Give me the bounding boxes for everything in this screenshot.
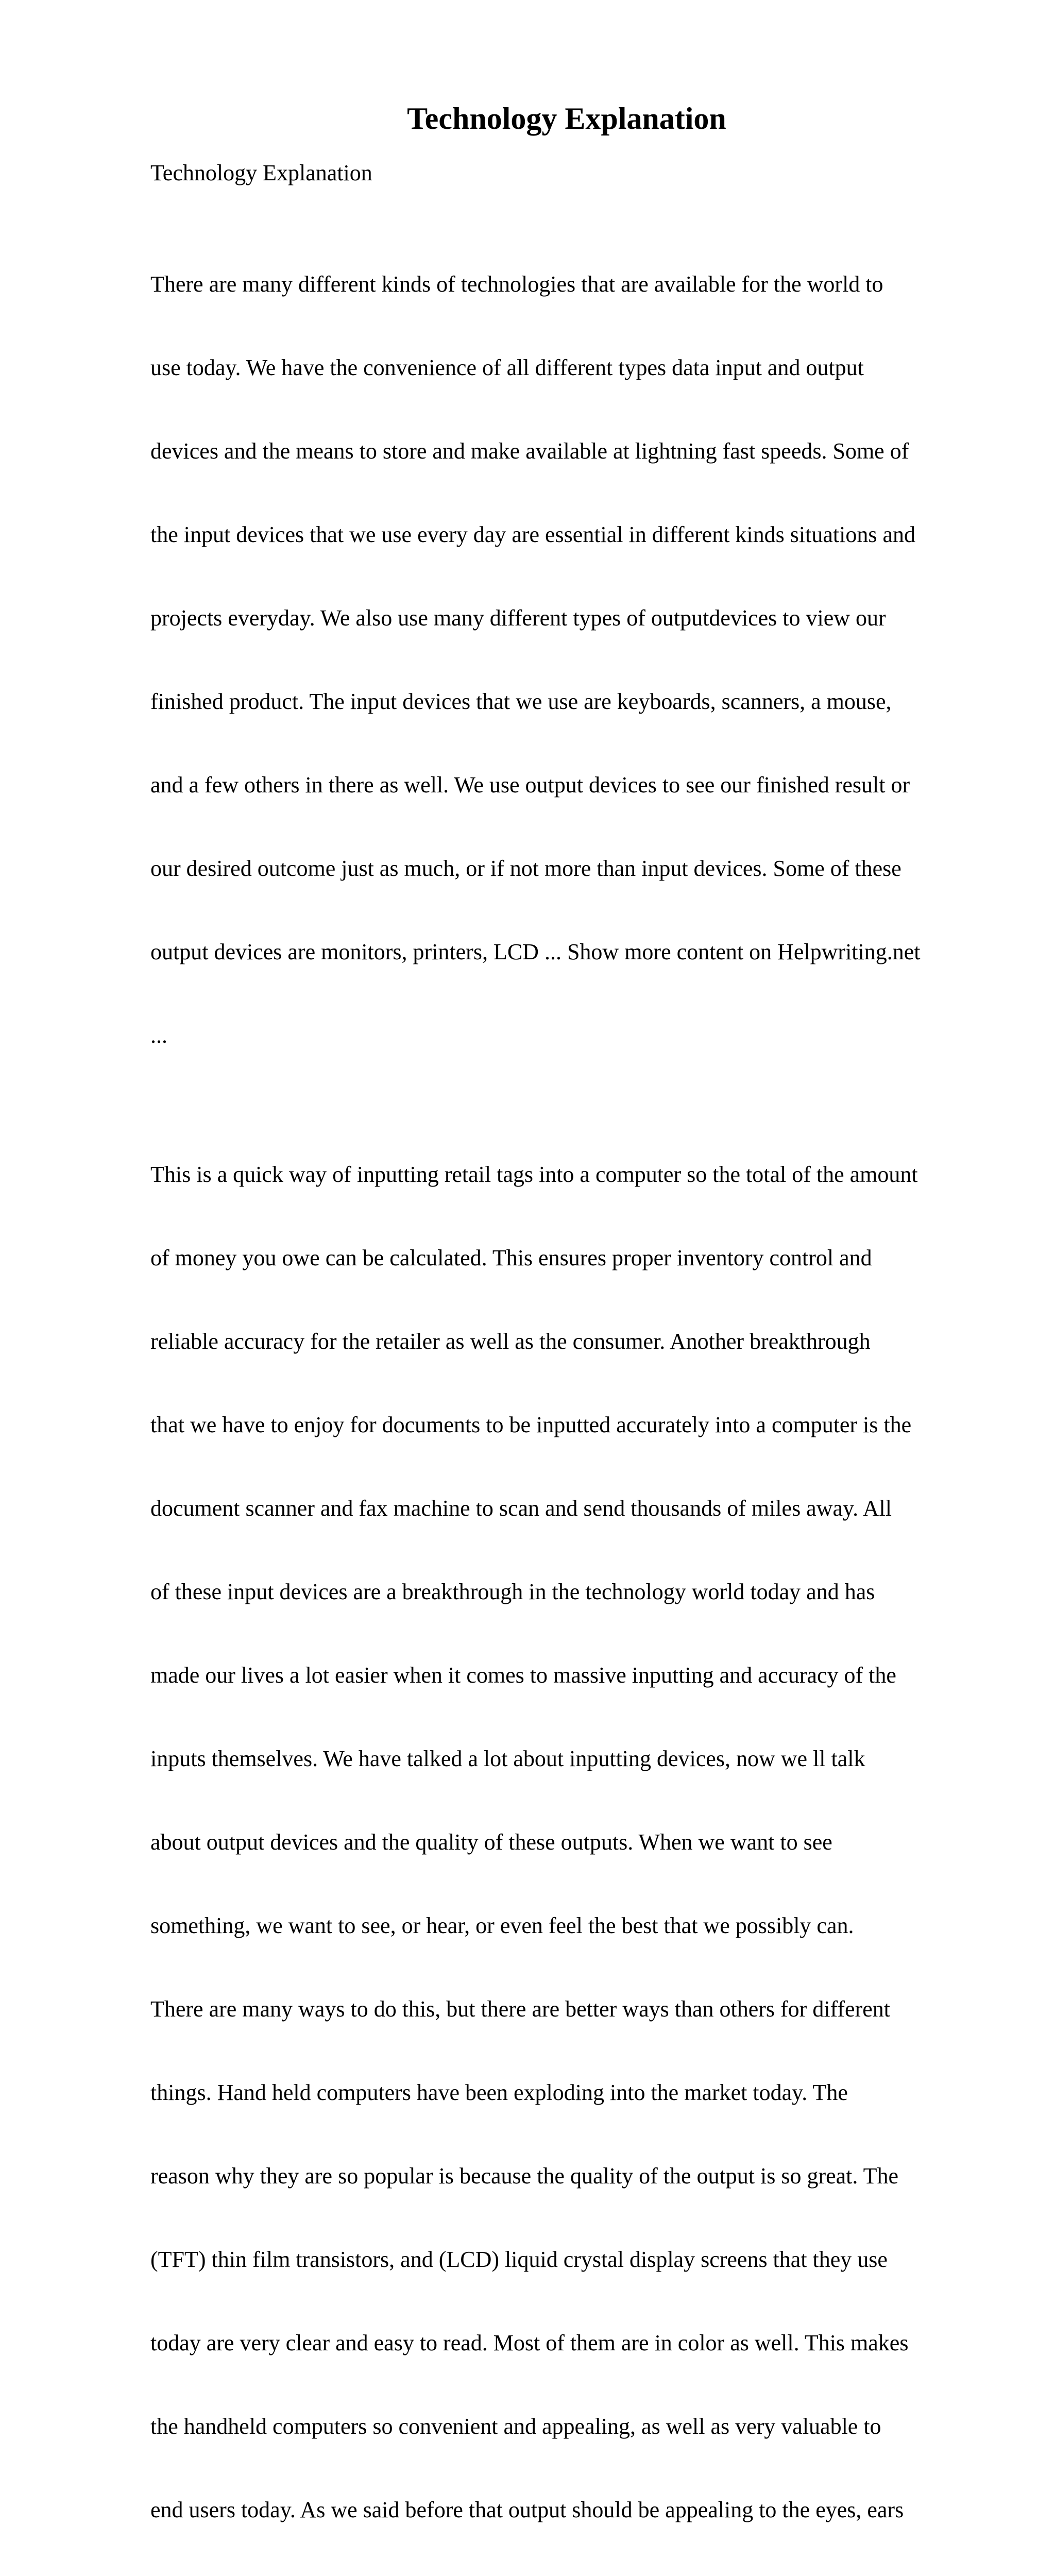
paragraph-line: This is a quick way of inputting retail tags into a computer so the total of the amount xyxy=(150,1162,918,1187)
paragraph-line: the handheld computers so convenient and appealing, as well as very valuable to xyxy=(150,2414,881,2439)
paragraph-line: reason why they are so popular is because the quality of the output is so great. The xyxy=(150,2163,899,2189)
paragraph-line: There are many ways to do this, but there are better ways than others for different xyxy=(150,1996,890,2022)
paragraph-1 xyxy=(150,215,985,1105)
document-title: Technology Explanation xyxy=(407,101,726,135)
paragraph-line: document scanner and fax machine to scan and send thousands of miles away. All xyxy=(150,1496,892,1521)
paragraph-line: finished product. The input devices that we use are keyboards, scanners, a mouse, xyxy=(150,689,892,714)
paragraph-line: of money you owe can be calculated. This ensures proper inventory control and xyxy=(150,1245,872,1270)
paragraph-line: of these input devices are a breakthrough in the technology world today and has xyxy=(150,1579,875,1604)
paragraph-line: made our lives a lot easier when it comes to massive inputting and accuracy of the xyxy=(150,1663,896,1688)
paragraph-line: our desired outcome just as much, or if not more than input devices. Some of these xyxy=(150,856,901,881)
paragraph-line: ... xyxy=(150,1023,167,1048)
document-body xyxy=(150,215,985,2576)
document-subtitle: Technology Explanation xyxy=(150,160,372,185)
paragraph-line: use today. We have the convenience of all different types data input and output xyxy=(150,355,864,380)
paragraph-line: and a few others in there as well. We use output devices to see our finished result or xyxy=(150,772,910,798)
paragraph-line: that we have to enjoy for documents to be inputted accurately into a computer is the xyxy=(150,1412,912,1437)
paragraph-line: today are very clear and easy to read. Most of them are in color as well. This makes xyxy=(150,2330,909,2355)
paragraph-line: devices and the means to store and make available at lightning fast speeds. Some of xyxy=(150,438,909,464)
paragraph-line: reliable accuracy for the retailer as well as the consumer. Another breakthrough xyxy=(150,1329,871,1354)
paragraph-line: output devices are monitors, printers, LCD ... Show more content on Helpwriting.net xyxy=(150,939,921,964)
paragraph-line: things. Hand held computers have been exploding into the market today. The xyxy=(150,2080,848,2105)
paragraph-line: something, we want to see, or hear, or even feel the best that we possibly can. xyxy=(150,1913,854,1938)
paragraph-line: (TFT) thin film transistors, and (LCD) liquid crystal display screens that they use xyxy=(150,2247,888,2272)
paragraph-2 xyxy=(150,1105,985,2576)
paragraph-line: There are many different kinds of technologies that are available for the world to xyxy=(150,272,883,297)
paragraph-line: end users today. As we said before that output should be appealing to the eyes, ears xyxy=(150,2497,904,2522)
paragraph-line: the input devices that we use every day are essential in different kinds situations and xyxy=(150,522,915,547)
paragraph-line: about output devices and the quality of these outputs. When we want to see xyxy=(150,1829,832,1855)
paragraph-line: inputs themselves. We have talked a lot about inputting devices, now we ll talk xyxy=(150,1746,865,1771)
paragraph-line: projects everyday. We also use many different types of outputdevices to view our xyxy=(150,605,886,631)
